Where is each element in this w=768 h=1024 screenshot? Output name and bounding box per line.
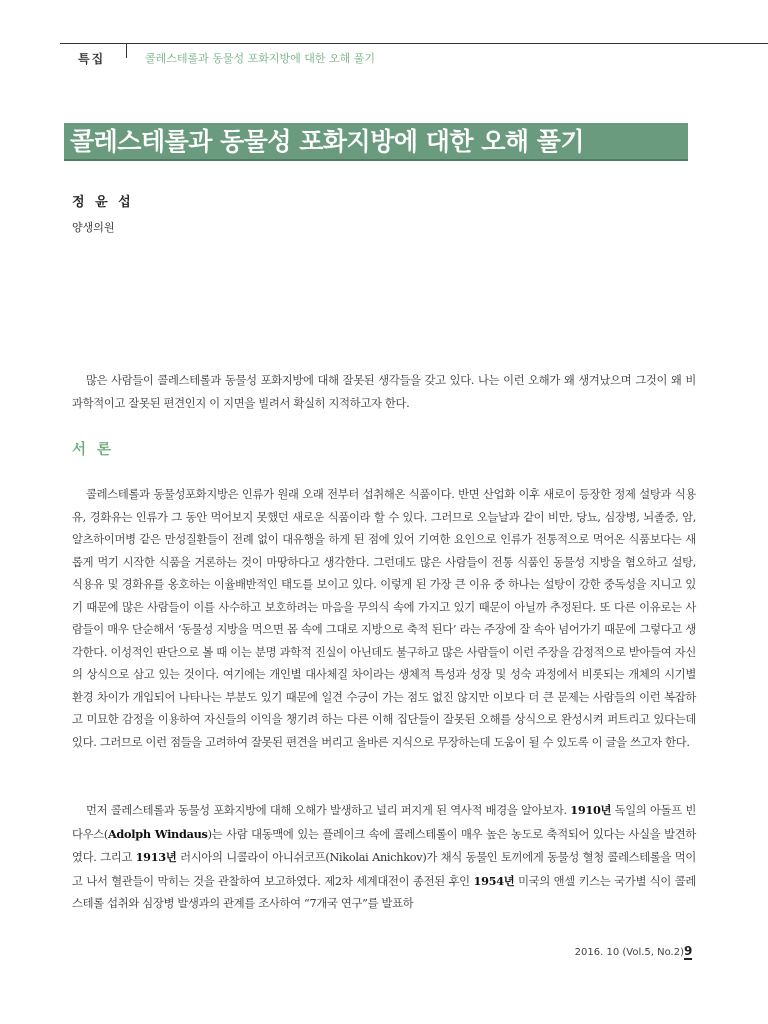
article-title: 콜레스테롤과 동물성 포화지방에 대한 오해 풀기: [70, 127, 585, 156]
para2-text-3: )는 사람 대동맥에 있는 플레이크 속에 콜레스테롤이 매우 높은 농도로 축적되어 있다는 사실을 발견하였다. 그리고: [72, 827, 696, 864]
author-name: 정 윤 섭: [72, 195, 134, 210]
header-section-label: 특집: [78, 52, 106, 66]
year-1913: 1913년: [135, 850, 177, 864]
body-paragraph-2: [72, 799, 696, 916]
para2-text-5: 미국의 앤셀 키스는 국가별 식이 콜레스테롤 섭취와 심장병 발생과의 관계를 조사하여 “7개국 연구”를 발표하: [72, 874, 696, 910]
footer-issue: 2016. 10 (Vol.5, No.2): [574, 947, 684, 958]
header-running-title: 콜레스테롤과 동물성 포화지방에 대한 오해 풀기: [145, 52, 376, 65]
para2-text-1: 먼저 콜레스테롤과 동물성 포화지방에 대해 오해가 발생하고 널리 퍼지게 된 역사적 배경을 알아보자.: [86, 804, 571, 817]
header-rule: [60, 43, 768, 44]
para2-text-4: 러시아의 니콜라이 아니쉬코프(Nikolai Anichkov)가 채식 동물인 토끼에게 동물성 혈청 콜레스테롤을 먹이고 나서 혈관들이 막히는 것을 관찰하여 보고하였다. 제2차 세계대전이 종전된 후인: [72, 851, 697, 888]
body-paragraph-1: 콜레스테롤과 동물성포화지방은 인류가 원래 오래 전부터 섭취해온 식품이다. 반면 산업화 이후 새로이 등장한 정제 설탕과 식용유, 경화유는 인류가 그 동안 먹어보지 못했던 새로운 식품이라 할 수 있다. 그러므로 오늘날과 같이 비만, 당뇨, 심장병, 뇌졸중, 암, 알츠하이머병 같은 만성질환들이 전례 없이 대유행을 하게 된 점에 있어 기여한 요인으로 인류가 전통적으로 먹어온 식품보다는 새롭게 먹기 시작한 식품을 거론하는 것이 마땅하다고 생각한다. 그런데도 많은 사람들이 전통 식품인 동물성 지방을 혐오하고 설탕, 식용유 및 경화유를 옹호하는 이율배반적인 태도를 보이고 있다. 이렇게 된 가장 큰 이유 중 하나는 설탕이 강한 중독성을 지니고 있기 때문에 많은 사람들이 이를 사수하고 보호하려는 마음을 무의식 속에 가지고 있기 때문이 아닐까 추정된다. 또 다른 이유로는 사람들이 매우 단순해서 ‘동물성 지방을 먹으면 몸 속에 그대로 지방으로 축적 된다’ 라는 주장에 잘 속아 넘어가기 때문에 그렇다고 생각한다. 이성적인 판단으로 볼 때 이는 분명 과학적 진실이 아닌데도 불구하고 많은 사람들이 이런 주장을 감정적으로 받아들여 자신의 상식으로 삼고 있는 것이다. 여기에는 개인별 대사체질 차이라는 생체적 특성과 성장 및 성숙 과정에서 비롯되는 개체의 시기별 환경 차이가 개입되어 나타나는 부분도 있기 때문에 일견 수긍이 가는 점도 없진 않지만 이보다 더 큰 문제는 사람들의 이런 복잡하고 미묘한 감정을 이용하여 자신들의 이익을 챙기려 하는 다른 이해 집단들이 잘못된 오해를 상식으로 완성시켜 퍼트리고 있다는데 있다. 그러므로 이런 점들을 고려하여 잘못된 편견을 버리고 올바른 지식으로 무장하는데 도움이 될 수 있도록 이 글을 쓰고자 한다.: [72, 488, 696, 749]
para2-text-2: 독일의 아돌프 빈다우스(: [72, 804, 696, 841]
section-heading: 서 론: [72, 442, 115, 458]
header-divider: [126, 44, 127, 58]
name-windaus: Adolph Windaus: [107, 826, 208, 841]
year-1954: 1954년: [473, 873, 515, 888]
author-affiliation: 양생의원: [72, 221, 115, 234]
page-number: 9: [684, 944, 693, 958]
intro-paragraph: 많은 사람들이 콜레스테롤과 동물성 포화지방에 대해 잘못된 생각들을 갖고 있다. 나는 이런 오해가 왜 생겨났으며 그것이 왜 비과학적이고 잘못된 편견인지 이 지면을 빌려서 확실히 지적하고자 한다.: [72, 374, 696, 410]
year-1910: 1910년: [570, 803, 612, 817]
